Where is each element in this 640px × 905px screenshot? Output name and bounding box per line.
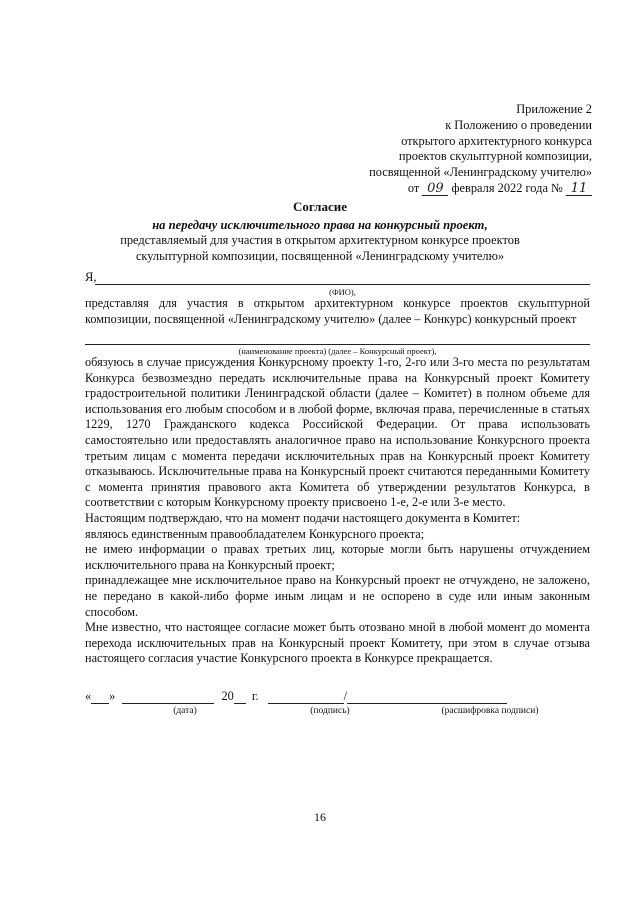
page-number: 16 [314, 810, 326, 824]
year-prefix: 20 [221, 689, 234, 703]
year-blank [234, 691, 246, 704]
document-title [0, 198, 640, 264]
annex-number-sign: № [551, 180, 563, 195]
year-suffix: г. [251, 689, 259, 703]
annex-line-2: к Положению о проведении [445, 117, 592, 132]
project-field-line [85, 344, 590, 345]
title-main: Согласие [293, 199, 347, 214]
fio-field-line [95, 284, 590, 285]
signature-line [85, 689, 590, 704]
annex-line-1: Приложение 2 [516, 102, 592, 116]
date-caption: (дата) [173, 706, 197, 716]
ya-label: Я, [85, 270, 97, 284]
title-sub: на передачу исключительного права на конкурсный проект, [152, 218, 488, 232]
annex-number: 11 [566, 182, 592, 196]
main-body [85, 355, 590, 667]
paragraph-confirm: Настоящим подтверждаю, что на момент подачи настоящего документа в Комитет: [85, 510, 521, 525]
intro-text: представляя для участия в открытом архитектурном конкурсе проектов скульптурной композиции, посвященной «Ленинградскому учителю» (далее – Конкурс) конкурсный проект [85, 296, 590, 326]
quote-close: » [109, 689, 116, 703]
day-blank [91, 691, 109, 704]
decode-caption: (расшифровка подписи) [441, 706, 539, 716]
annex-line-4: проектов скульптурной композиции, [398, 149, 592, 164]
annex-line-3: открытого архитектурного конкурса [401, 133, 592, 148]
paragraph-revocation: Мне известно, что настоящее согласие может быть отозвано мной в любой момент до момента перехода исключительных прав на Конкурсный проект Комитету, при этом в случае отзыва настоящего согласия участие Конкурсного проекта в Конкурсе прекращается. [85, 620, 590, 666]
annex-header [292, 102, 592, 197]
title-desc-1: представляемый для участия в открытом архитектурном конкурсе проектов [120, 233, 520, 247]
intro-paragraph [85, 296, 590, 327]
paragraph-obligation: обязуюсь в случае присуждения Конкурсному проекту 1-го, 2-го или 3-го места по результатам Конкурса безвозмездно передать исключительные права на Конкурсный проект Комитету градостроительной политики Ленинградской области (далее – Комитет) в полном объеме для использования его любым способом и в любой форме, включая права, перечисленные в статьях 1229, 1270 Гражданского кодекса Российской Федерации. От права использовать самостоятельно или предоставлять аналогичное право на использование Конкурсного проекта третьим лицам с момента передачи исключительных прав на Конкурсный проект Комитету отказываюсь. Исключительные права на Конкурсный проект считаются переданными Комитету с момента принятия правового акта Комитета об утверждении результатов Конкурса, в соответствии с которым Конкурсному проекту присвоено 1-е, 2-е или 3-е место. [85, 355, 590, 510]
slash: / [343, 689, 348, 703]
paragraph-not-alienated: принадлежащее мне исключительное право на Конкурсный проект не отчуждено, не заложено, не передано в какой-либо форме иным лицам и не оспорено в суде или иным законным способом. [85, 573, 590, 619]
annex-date-text: февраля 2022 года [451, 180, 548, 195]
fio-caption: (ФИО), [329, 287, 356, 297]
sign-caption: (подпись) [310, 706, 350, 716]
quote-open: « [85, 689, 92, 703]
annex-date-line [292, 181, 592, 197]
month-blank [122, 691, 214, 704]
title-desc-2: скульптурной композиции, посвященной «Ленинградскому учителю» [135, 248, 505, 263]
signature-blank [268, 691, 344, 704]
paragraph-sole-owner: являюсь единственным правообладателем Конкурсного проекта; [85, 526, 425, 541]
signature-decode-blank [347, 691, 507, 704]
annex-date-prefix: от [407, 180, 420, 195]
project-caption: (наименование проекта) (далее – Конкурсный проект), [238, 346, 437, 356]
paragraph-no-info: не имею информации о правах третьих лиц, которые могли быть нарушены отчуждением исключительного права на Конкурсный проект; [85, 542, 590, 572]
annex-date-day: 09 [422, 182, 448, 196]
annex-line-5: посвященной «Ленинградскому учителю» [369, 165, 592, 180]
